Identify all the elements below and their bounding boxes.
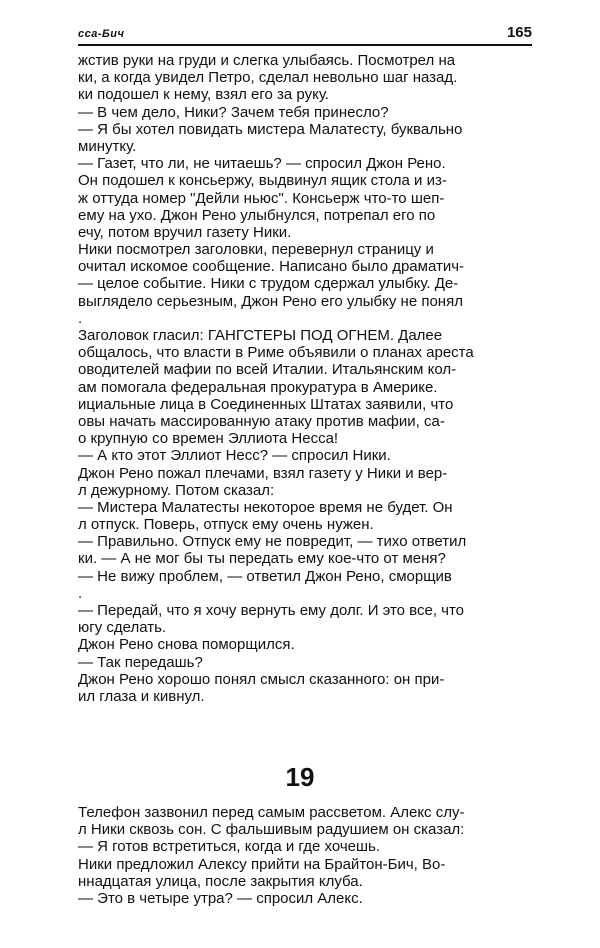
text-line: — Я готов встретиться, когда и где хочешь. [78, 838, 381, 856]
text-line: Он подошел к консьержу, выдвинул ящик стола и из- [78, 172, 447, 190]
text-line: л Ники сквозь сон. С фальшивым радушием он сказал: [78, 821, 465, 839]
text-line: . [78, 309, 83, 327]
page-header [78, 24, 532, 44]
text-line: — Я бы хотел повидать мистера Малатесту, буквально [78, 120, 463, 138]
text-line: оводителей мафии по всей Италии. Итальянским кол- [78, 361, 457, 379]
text-line: минутку. [78, 137, 137, 155]
text-line: Телефон зазвонил перед самым рассветом. Алекс слу- [78, 804, 465, 821]
text-line: ему на ухо. Джон Рено улыбнулся, потрепал его по [78, 206, 436, 224]
text-line: ж оттуда номер "Дейли ньюс". Консьерж что-то шеп- [78, 189, 445, 207]
text-line: — В чем дело, Ники? Зачем тебя принесло? [78, 103, 389, 121]
text-line: Заголовок гласил: ГАНГСТЕРЫ ПОД ОГНЕМ. Далее [78, 327, 443, 344]
text-line: жстив руки на груди и слегка улыбаясь. Посмотрел на [78, 52, 456, 69]
text-line: — Газет, что ли, не читаешь? — спросил Джон Рено. [78, 155, 446, 173]
text-line: . [78, 584, 83, 602]
chapter-number: 19 [285, 762, 315, 792]
text-line: — целое событие. Ники с трудом сдержал улыбку. Де- [78, 275, 459, 293]
text-line: ам помогала федеральная прокуратура в Америке. [78, 378, 438, 396]
text-line: ки подошел к нему, взял его за руку. [78, 86, 329, 104]
running-title: сса-Бич [78, 28, 125, 40]
text-line: ил глаза и кивнул. [78, 687, 205, 705]
text-line: ннадцатая улица, после закрытия клуба. [78, 872, 363, 890]
text-line: общалось, что власти в Риме объявили о планах ареста [78, 344, 474, 362]
text-line: выглядело серьезным, Джон Рено его улыбку не понял [78, 292, 463, 310]
chapter-text [78, 804, 528, 907]
text-line: — Правильно. Отпуск ему не повредит, — тихо ответил [78, 533, 467, 551]
header-rule [78, 44, 532, 46]
text-line: очитал искомое сообщение. Написано было драматич- [78, 258, 465, 276]
text-line: Джон Рено снова поморщился. [78, 636, 295, 654]
text-line: ки, а когда увидел Петро, сделал невольно шаг назад. [78, 69, 458, 87]
text-line: — Не вижу проблем, — ответил Джон Рено, сморщив [78, 567, 452, 585]
text-line: ечу, потом вручил газету Ники. [78, 223, 292, 241]
text-line: Джон Рено пожал плечами, взял газету у Ники и вер- [78, 464, 448, 482]
text-line: — Это в четыре утра? — спросил Алекс. [78, 889, 363, 907]
body-text [78, 52, 528, 705]
text-line: л отпуск. Поверь, отпуск ему очень нужен. [78, 516, 374, 534]
page-number: 165 [506, 24, 532, 41]
text-line: Ники посмотрел заголовки, перевернул страницу и [78, 241, 434, 259]
text-line: — Передай, что я хочу вернуть ему долг. И это все, что [78, 602, 465, 619]
text-line: — Мистера Малатесты некоторое время не будет. Он [78, 498, 453, 516]
text-line: — Так передашь? [78, 653, 203, 671]
text-line: о крупную со времен Эллиота Несса! [78, 430, 339, 448]
text-line: Ники предложил Алексу прийти на Брайтон-Бич, Во- [78, 855, 446, 873]
text-line: ициальные лица в Соединенных Штатах заявили, что [78, 395, 454, 413]
text-line: — А кто этот Эллиот Несс? — спросил Ники. [78, 447, 391, 465]
text-line: югу сделать. [78, 619, 167, 637]
text-line: ки. — А не мог бы ты передать ему кое-что от меня? [78, 550, 446, 568]
text-line: л дежурному. Потом сказал: [78, 481, 275, 499]
text-line: Джон Рено хорошо понял смысл сказанного: он при- [78, 670, 445, 688]
text-line: овы начать массированную атаку против мафии, са- [78, 412, 445, 430]
